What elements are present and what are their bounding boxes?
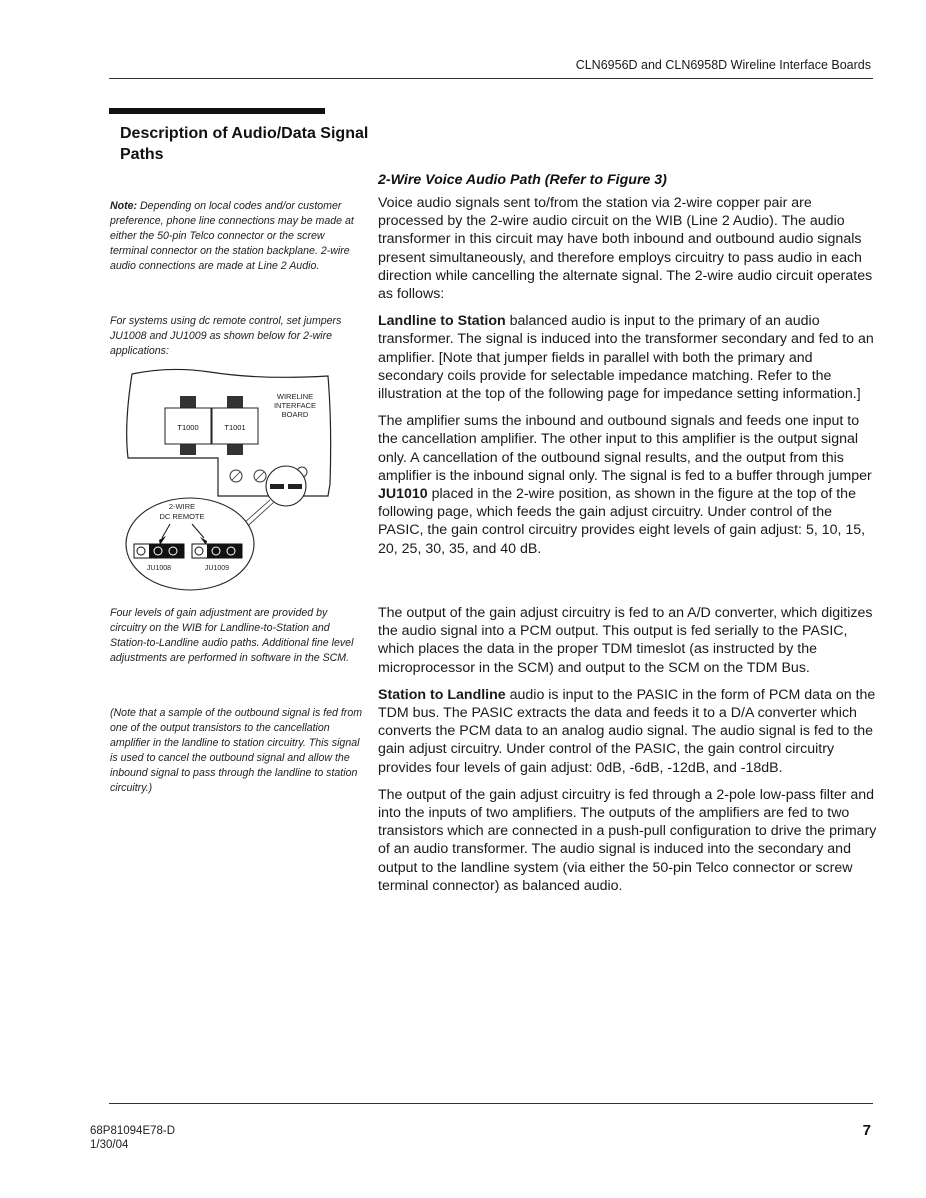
- jumper-small-2: [288, 484, 302, 489]
- amplifier-jumper: JU1010: [378, 486, 428, 503]
- running-header: CLN6956D and CLN6958D Wireline Interface Boards: [575, 58, 871, 72]
- station-to-landline-paragraph: [378, 686, 878, 777]
- amplifier-text-1: The amplifier sums the inbound and outbound signals and feeds one input to the cancellation amplifier. The other input to this amplifier is the output signal only. A cancellation of the outbound signal results, and the output from this amplifier is the inbound signal only. The signal is fed to a buffer through jumper: [378, 413, 872, 484]
- landline-to-station-text: balanced audio is input to the primary of an audio transformer. The signal is induced into the transformer secondary and fed to an amplifier. [Note that jumper fields in parallel with both the primary and secondary coils provide for selectable impedance matching. Refer to the illustration at the top of the following page for impedance setting information.]: [378, 313, 874, 403]
- callout-label-line-2: DC REMOTE: [159, 512, 205, 521]
- jumper-instruction: For systems using dc remote control, set jumpers JU1008 and JU1009 as shown below for 2-wire applications:: [110, 315, 342, 357]
- jumper-block-t1001-top: [227, 396, 243, 408]
- main-column: [378, 194, 878, 567]
- jumper-small-1: [270, 484, 284, 489]
- transformer-t1001-label: T1001: [224, 423, 246, 432]
- board-label-line-3: BOARD: [281, 410, 309, 419]
- note-text: Depending on local codes and/or customer preference, phone line connections may be made at either the 50-pin Telco connector or the screw terminal connector on the station backplane. 2-wire audio connections are made at Line 2 Audio.: [110, 200, 354, 272]
- jumper-ju1009-label: JU1009: [204, 565, 230, 572]
- jumper-block-t1000-bottom: [180, 443, 196, 455]
- intro-paragraph: Voice audio signals sent to/from the station via 2-wire copper pair are processed by the 2-wire audio circuit on the WIB (Line 2 Audio). The audio transformer in this circuit may have both inbound and outbound audio signals present simultaneously, and therefore employs circuitry to pass audio in each direction while cancelling the alternate signal. The 2-wire audio circuit operates as follows:: [378, 195, 873, 303]
- subheading: 2-Wire Voice Audio Path (Refer to Figure 3): [378, 172, 667, 188]
- amplifier-paragraph: [378, 412, 878, 558]
- landline-to-station-lead: Landline to Station: [378, 313, 506, 330]
- jumper-ju1008: [134, 544, 184, 558]
- board-label-line-1: WIRELINE: [276, 392, 314, 401]
- jumper-ju1008-label: JU1008: [146, 565, 172, 572]
- landline-to-station-paragraph: [378, 312, 878, 403]
- ad-converter-paragraph: The output of the gain adjust circuitry is fed to an A/D converter, which digitizes the audio signal into a PCM output. This output is fed serially to the PASIC, which places the data in the proper TDM timeslot (as instructed by the microprocessor in the SCM) and output to the SCM on the TDM Bus.: [378, 605, 873, 676]
- outbound-note: (Note that a sample of the outbound signal is fed from one of the output transistors to the cancellation amplifier in the landline to station circuitry. This signal is used to cancel the outbound signal and allow the inbound signal to pass through the landline to station circuitry.): [110, 707, 363, 794]
- doc-date: 1/30/04: [90, 1139, 129, 1151]
- footer-doc-info: [90, 1124, 175, 1152]
- jumper-block-t1000-top: [180, 396, 196, 408]
- main-column-lower: [378, 604, 878, 904]
- station-to-landline-text: audio is input to the PASIC in the form of PCM data on the TDM bus. The PASIC extracts the data and feeds it to a D/A converter which converts the PCM data to an analog audio signal. The audio signal is fed to the gain adjust circuitry. Under control of the PASIC, the gain control circuitry provides four levels of gain adjust: 0dB, -6dB, -12dB, and -18dB.: [378, 686, 876, 776]
- callout-label-line-1: 2-WIRE: [168, 502, 196, 511]
- doc-number: 68P81094E78-D: [90, 1125, 176, 1137]
- board-label-line-2: INTERFACE: [273, 401, 317, 410]
- section-bar: [109, 108, 325, 114]
- station-to-landline-lead: Station to Landline: [378, 686, 506, 703]
- amplifier-text-2: placed in the 2-wire position, as shown in the figure at the top of the following page, which feeds the gain adjust circuitry. Under control of the PASIC, the gain control circuitry provides eight levels of gain adjust: 5, 10, 15, 20, 25, 30, 35, and 40 dB.: [378, 486, 866, 557]
- jumper-ju1009: [192, 544, 242, 558]
- header-rule: [109, 78, 873, 79]
- jumper-diagram: [110, 364, 355, 600]
- footer-rule: [109, 1103, 873, 1104]
- filter-paragraph: The output of the gain adjust circuitry is fed through a 2-pole low-pass filter and into the inputs of two amplifiers. The outputs of the amplifiers are fed to two transistors which are connected in a push-pull configuration to drive the primary of an audio transformer. The audio signal is induced into the secondary and output to the landline system (via either the 50-pin Telco connector or screw terminal connector) as balanced audio.: [378, 786, 877, 894]
- note-label: Note:: [110, 200, 138, 212]
- gain-note: Four levels of gain adjustment are provided by circuitry on the WIB for Landline-to-Station and Station-to-Landline audio paths. Additional fine level adjustments are performed in software in the SCM.: [110, 607, 354, 664]
- page-number: 7: [862, 1122, 871, 1139]
- section-title: Description of Audio/Data Signal Paths: [120, 125, 369, 163]
- sidebar-note: [110, 199, 365, 274]
- transformer-t1000-label: T1000: [177, 423, 199, 432]
- jumper-block-t1001-bottom: [227, 443, 243, 455]
